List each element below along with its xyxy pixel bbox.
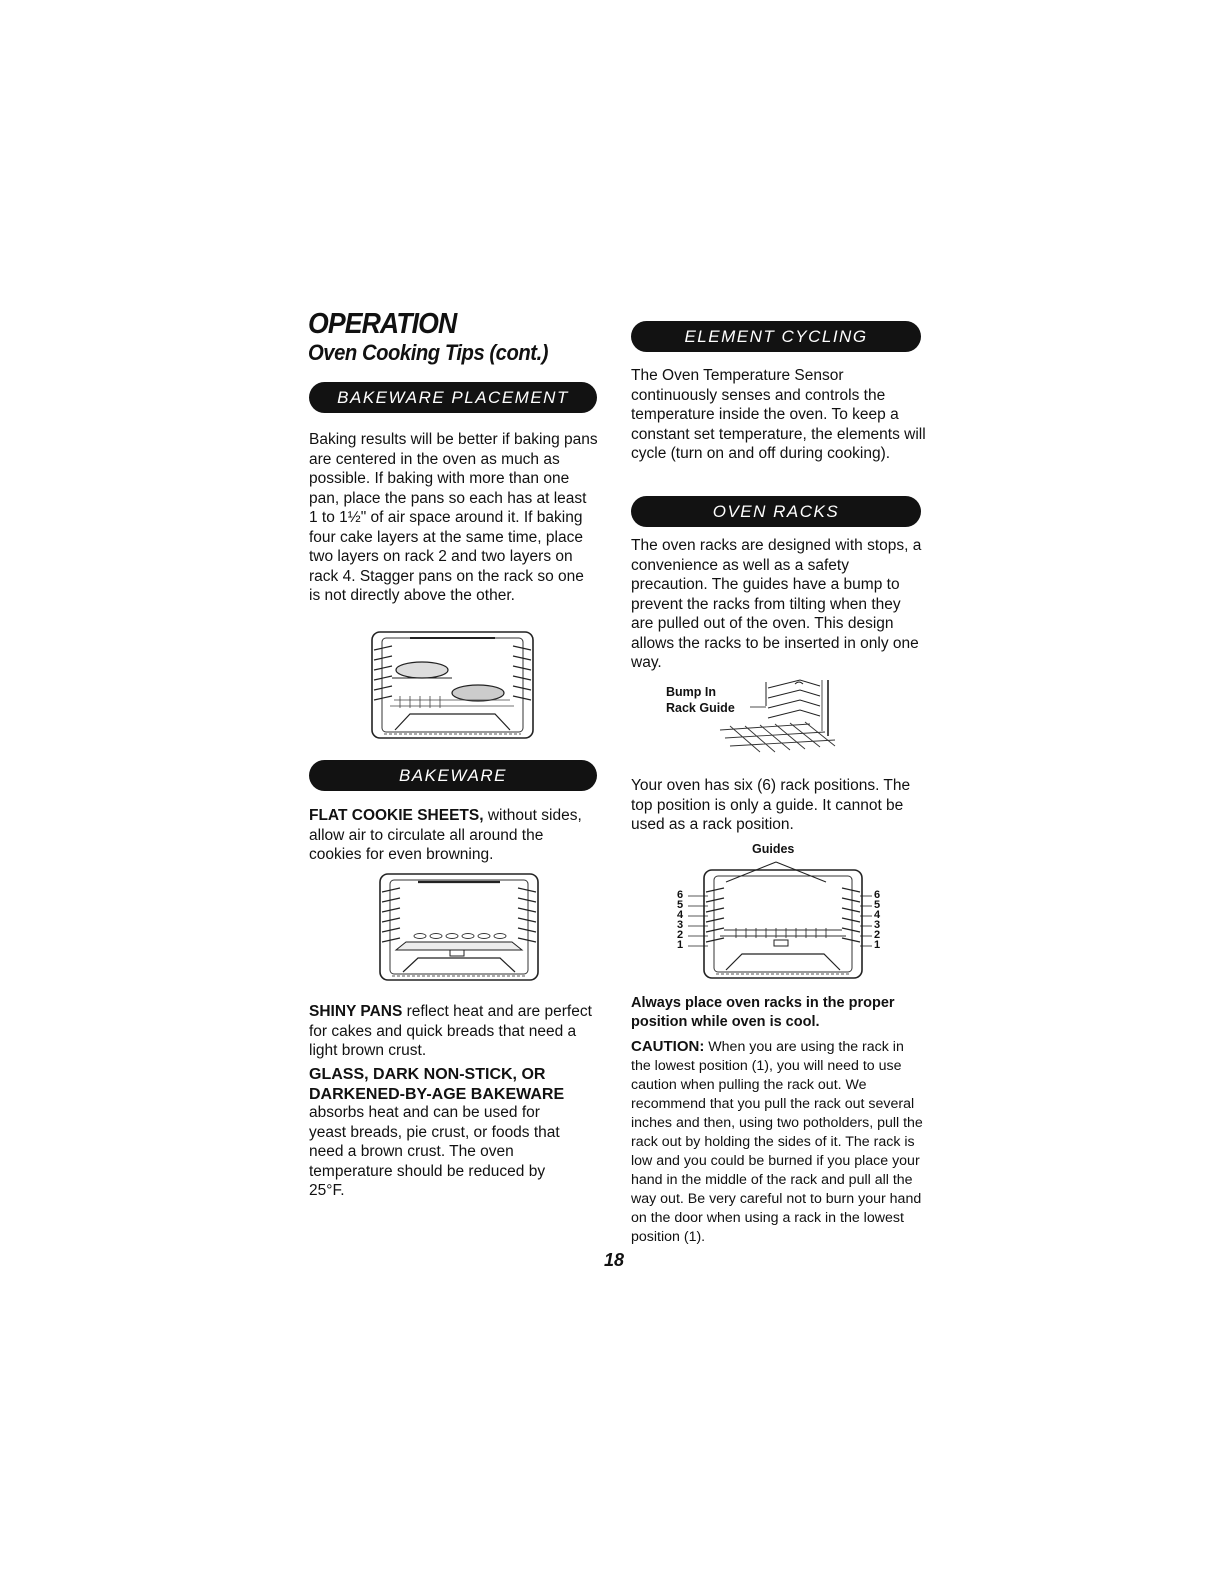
oven-illustration-cookie-sheet: [378, 872, 540, 982]
page-subtitle: Oven Cooking Tips (cont.): [308, 340, 549, 365]
guides-label: Guides: [752, 842, 795, 856]
rack-number: 2: [874, 929, 881, 941]
section-heading-oven-racks: OVEN RACKS: [631, 496, 921, 527]
caution-desc: When you are using the rack in the lowest position (1), you will need to use caution when pulling the rack out. We recommend that you pull the rack out several inches and then, using two potholders, pull the rack out by holding the sides of it. The rack is low and you could be burned if you place your hand in the middle of the rack and pull all the way out. Be very careful not to burn your hand on the door when using a rack in the lowest position (1).: [631, 1039, 923, 1245]
rack-number: 3: [677, 919, 684, 931]
bump-label-line1: Bump In: [666, 685, 716, 699]
rack-number: 4: [677, 909, 684, 921]
bump-label-line2: Rack Guide: [666, 701, 735, 715]
rack-number: 1: [874, 939, 881, 951]
section-heading-element-cycling: ELEMENT CYCLING: [631, 321, 921, 352]
always-place-racks-note: Always place oven racks in the proper position while oven is cool.: [631, 995, 895, 1030]
rack-number: 6: [677, 889, 684, 901]
oven-racks-text: The oven racks are designed with stops, a convenience as well as a safety precaution. The guides have a bump to prevent the racks from tilting when they are pulled out of the oven. This design allows the racks to be inserted in only one way.: [631, 537, 922, 671]
page-number: 18: [604, 1250, 625, 1270]
oven-rack-positions-illustration: [676, 856, 886, 981]
rack-number: 5: [677, 899, 684, 911]
flat-cookie-sheets-desc: without sides, allow air to circulate all around the cookies for even browning.: [309, 807, 582, 863]
flat-cookie-sheets-lead: FLAT COOKIE SHEETS,: [309, 807, 484, 824]
section-heading-bakeware: BAKEWARE: [309, 760, 597, 791]
rack-numbers-left: [677, 890, 683, 950]
page-title: OPERATION: [308, 308, 457, 340]
glass-bakeware-text: absorbs heat and can be used for yeast breads, pie crust, or foods that need a brown crust. The oven temperature should be reduced by 25°F.: [309, 1104, 560, 1199]
element-cycling-text: The Oven Temperature Sensor continuously senses and controls the temperature inside the oven. To keep a constant set temperature, the elements will cycle (turn on and off during cooking).: [631, 367, 926, 462]
rack-number: 1: [677, 939, 684, 951]
rack-number: 3: [874, 919, 881, 931]
bakeware-placement-paragraph: Baking results will be better if baking pans are centered in the oven as much as possible. If baking with more than one pan, place the pans so each has at least 1 to 1½" of air space around it. If baking four cake layers at the same time, place two layers on rack 2 and two layers on rack 4. Stagger pans on the rack so one is not directly above the other.: [309, 431, 598, 604]
flat-cookie-sheets-text: [309, 806, 599, 865]
rack-numbers-right: [874, 890, 880, 950]
bakeware-placement-text: [309, 430, 599, 606]
shiny-pans-lead: SHINY PANS: [309, 1003, 403, 1020]
oven-illustration-cake-pans: [370, 630, 535, 740]
rack-guide-bump-illustration: [700, 676, 845, 761]
glass-bakeware-heading: GLASS, DARK NON-STICK, OR DARKENED-BY-AGE BAKEWARE: [309, 1066, 565, 1103]
shiny-pans-desc: reflect heat and are perfect for cakes and quick breads that need a light brown crust.: [309, 1003, 592, 1059]
rack-number: 4: [874, 909, 881, 921]
rack-number: 5: [874, 899, 881, 911]
caution-lead: CAUTION:: [631, 1038, 705, 1055]
rack-number: 6: [874, 889, 881, 901]
rack-number: 2: [677, 929, 684, 941]
section-heading-bakeware-placement: BAKEWARE PLACEMENT: [309, 382, 597, 413]
rack-positions-text: Your oven has six (6) rack positions. The top position is only a guide. It cannot be used as a rack position.: [631, 777, 911, 833]
shiny-pans-text: [309, 1002, 599, 1061]
caution-text: [631, 1037, 926, 1247]
